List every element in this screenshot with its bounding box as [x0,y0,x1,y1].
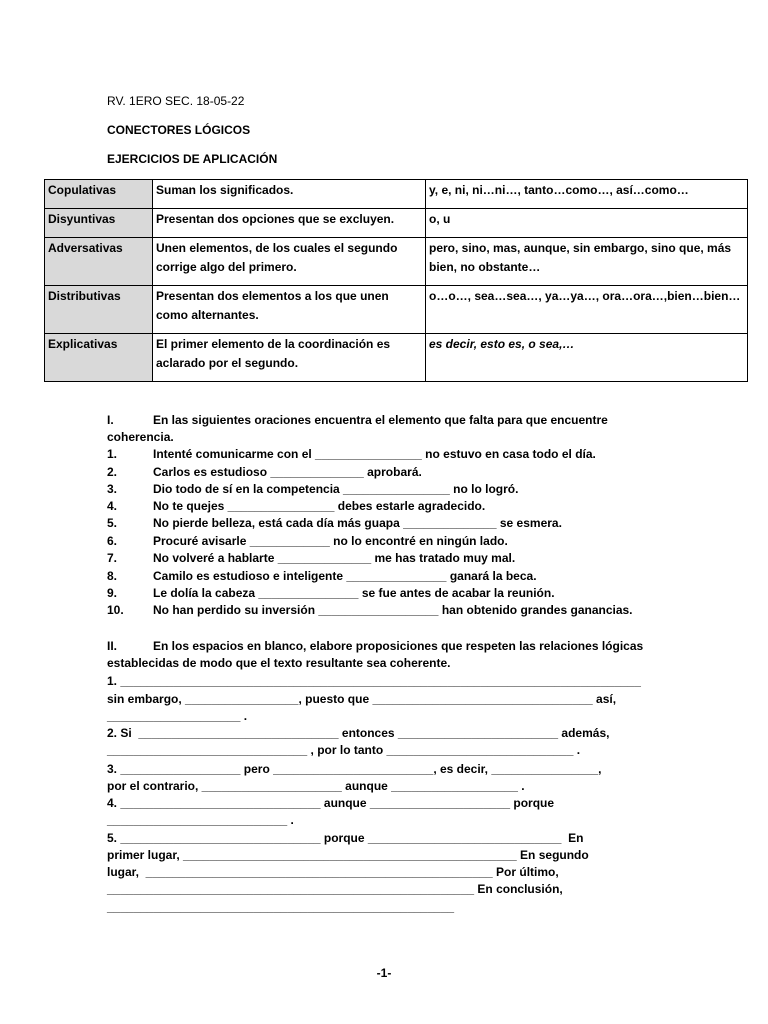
fill-line: ___________________________ . [107,813,294,827]
fill-line: ____________________________________________________ [107,900,455,914]
fill-line: ____________________ . [107,709,248,723]
fill-line: 5. ______________________________ porque _____________________________ En [107,831,584,845]
fill-line: lugar, ____________________________________________________ Por último, [107,865,559,879]
connector-examples: o, u [426,209,748,238]
connector-type: Distributivas [45,286,153,334]
fill-line: _______________________________________________________ En conclusión, [107,882,563,896]
exercise-number: 6. [107,534,118,548]
course-code: RV. 1ERO SEC. 18-05-22 [107,94,245,108]
exercise-number: 8. [107,569,118,583]
fill-line: ______________________________ , por lo tanto ____________________________ . [107,743,581,757]
exercise-number: 2. [107,465,118,479]
exercise-item [107,481,518,498]
exercise-item [107,602,633,619]
fill-line: primer lugar, __________________________________________________ En segundo [107,848,589,862]
connector-description: Presentan dos elementos a los que unen como alternantes. [153,286,426,334]
section-1-instruction [107,412,667,446]
exercise-text: Carlos es estudioso ______________ aprobará. [153,465,422,479]
section-2-numeral: II. [107,639,118,653]
section-1-text: En las siguientes oraciones encuentra el elemento que falta para que encuentre coherencia. [107,413,608,444]
table-row [45,286,748,334]
exercise-number: 3. [107,482,118,496]
connector-description: Unen elementos, de los cuales el segundo corrige algo del primero. [153,238,426,286]
exercise-text: Dio todo de sí en la competencia ________________ no lo logró. [153,482,519,496]
section-1-numeral: I. [107,413,114,427]
exercise-item [107,446,596,463]
connector-type: Adversativas [45,238,153,286]
exercise-text: No han perdido su inversión __________________ han obtenido grandes ganancias. [153,603,633,617]
connector-description: El primer elemento de la coordinación es aclarado por el segundo. [153,334,426,382]
exercise-number: 9. [107,586,118,600]
exercise-number: 7. [107,551,118,565]
exercise-text: Camilo es estudioso e inteligente _______________ ganará la beca. [153,569,537,583]
exercise-number: 5. [107,516,118,530]
exercise-text: No te quejes ________________ debes estarle agradecido. [153,499,486,513]
exercise-item [107,533,508,550]
table-row [45,180,748,209]
table-row [45,209,748,238]
section-2-instruction [107,638,667,672]
page-number: -1- [376,966,392,980]
table-row [45,238,748,286]
exercise-text: Intenté comunicarme con el ________________ no estuvo en casa todo el día. [153,447,596,461]
document-title: CONECTORES LÓGICOS [107,123,251,137]
connector-type: Copulativas [45,180,153,209]
exercise-text: No pierde belleza, está cada día más guapa ______________ se esmera. [153,516,562,530]
exercise-text: Le dolía la cabeza _______________ se fue antes de acabar la reunión. [153,586,555,600]
exercise-number: 4. [107,499,118,513]
exercise-text: Procuré avisarle ____________ no lo encontré en ningún lado. [153,534,508,548]
connector-examples: pero, sino, mas, aunque, sin embargo, sino que, más bien, no obstante… [426,238,748,286]
exercise-number: 1. [107,447,118,461]
exercise-item [107,498,485,515]
exercise-item [107,550,515,567]
fill-line: 4. ______________________________ aunque _____________________ porque [107,796,555,810]
exercise-text: No volveré a hablarte ______________ me has tratado muy mal. [153,551,516,565]
table-row [45,334,748,382]
connectors-table [44,179,748,382]
fill-line: 2. Si ______________________________ entonces ________________________ además, [107,726,610,740]
connector-type: Explicativas [45,334,153,382]
fill-line: sin embargo, _________________, puesto que _________________________________ así, [107,692,617,706]
exercise-item [107,585,555,602]
section-2-text: En los espacios en blanco, elabore proposiciones que respeten las relaciones lógicas establecidas de modo que el texto resultante sea coherente. [107,639,644,670]
connector-type: Disyuntivas [45,209,153,238]
connector-examples: o…o…, sea…sea…, ya…ya…, ora…ora…,bien…bien… [426,286,748,334]
connector-examples: y, e, ni, ni…ni…, tanto…como…, así…como… [426,180,748,209]
connector-examples: es decir, esto es, o sea,… [426,334,748,382]
exercise-item [107,568,537,585]
fill-line: 3. __________________ pero ________________________, es decir, ________________, [107,762,602,776]
connector-description: Presentan dos opciones que se excluyen. [153,209,426,238]
connector-description: Suman los significados. [153,180,426,209]
fill-line: por el contrario, _____________________ aunque ___________________ . [107,779,525,793]
exercise-item [107,464,422,481]
document-subtitle: EJERCICIOS DE APLICACIÓN [107,152,278,166]
exercise-number: 10. [107,603,124,617]
fill-line: 1. ______________________________________________________________________________ [107,674,641,688]
exercise-item [107,515,562,532]
